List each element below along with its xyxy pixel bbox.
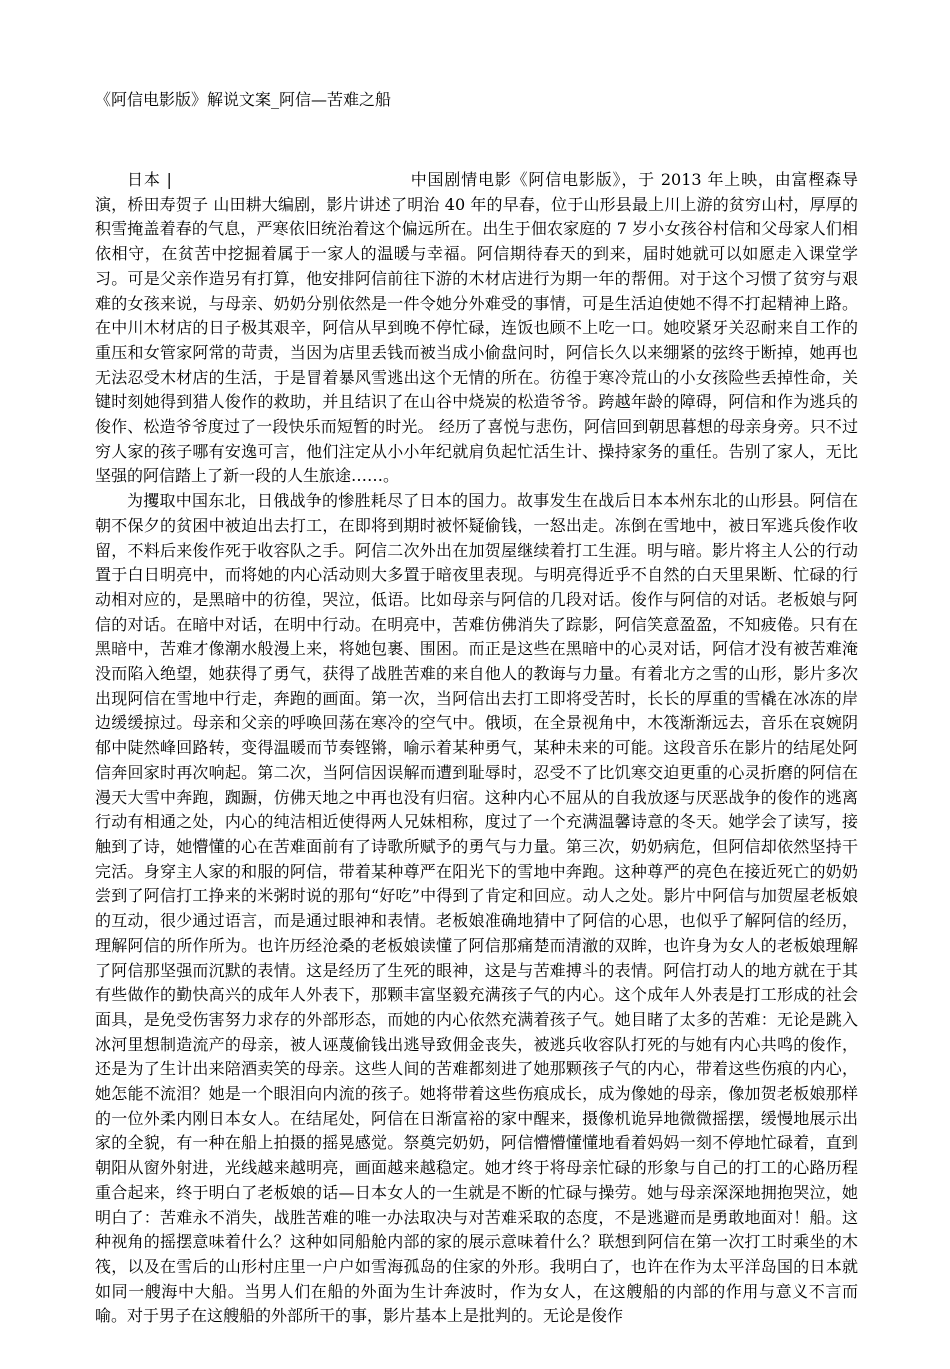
document-title: 《阿信电影版》解说文案_阿信—苦难之船 (95, 90, 392, 109)
paragraph-1 (95, 168, 858, 489)
paragraph-2 (95, 489, 858, 1329)
paragraph-2-text: 为攫取中国东北，日俄战争的惨胜耗尽了日本的国力。故事发生在战后日本本州东北的山形县。阿信在朝不保夕的贫困中被迫出去打工，在即将到期时被怀疑偷钱，一怒出走。冻倒在雪地中，被日军逃兵俊作收留，不料后来俊作死于收容队之手。阿信二次外出在加贺屋继续着打工生涯。明与暗。影片将主人公的行动置于白日明亮中，而将她的内心活动则大多置于暗夜里表现。与明亮得近乎不自然的白天里果断、忙碌的行动相对应的，是黑暗中的彷徨，哭泣，低语。比如母亲与阿信的几段对话。俊作与阿信的对话。老板娘与阿信的对话。在暗中对话，在明中行动。在明亮中，苦难仿佛消失了踪影，阿信笑意盈盈，不知疲倦。只有在黑暗中，苦难才像潮水般漫上来，将她包裹、围困。而正是这些在黑暗中的心灵对话，阿信才没有被苦难淹没而陷入绝望，她获得了勇气，获得了战胜苦难的来自他人的教诲与力量。有着北方之雪的山形，影片多次出现阿信在雪地中行走，奔跑的画面。第一次，当阿信出去打工即将受苦时，长长的厚重的雪橇在冰冻的岸边缓缓掠过。母亲和父亲的呼唤回荡在寒冷的空气中。俄顷，在全景视角中，木筏渐渐远去，音乐在哀婉阴郁中陡然峰回路转，变得温暖而节奏铿锵，喻示着某种勇气，某种未来的可能。这段音乐在影片的结尾处阿信奔回家时再次响起。第二次，当阿信因误解而遭到耻辱时，忍受不了比饥寒交迫更重的心灵折磨的阿信在漫天大雪中奔跑，踟蹰，仿佛天地之中再也没有归宿。这种内心不屈从的自我放逐与厌恶战争的俊作的逃离行动有相通之处，内心的纯洁相近使得两人兄妹相称，度过了一个充满温馨诗意的冬天。她学会了读写，接触到了诗，她懵懂的心在苦难面前有了诗歌所赋予的勇气与力量。第三次，奶奶病危，但阿信却依然坚持干完活。身穿主人家的和服的阿信，带着某种尊严在阳光下的雪地中奔跑。这种尊严的亮色在接近死亡的奶奶尝到了阿信打工挣来的米粥时说的那句“好吃”中得到了肯定和回应。动人之处。影片中阿信与加贺屋老板娘的互动，很少通过语言，而是通过眼神和表情。老板娘准确地猜中了阿信的心思，也似乎了解阿信的经历，理解阿信的所作所为。也许历经沧桑的老板娘读懂了阿信那痛楚而清澈的双眸，也许身为女人的老板娘理解了阿信那坚强而沉默的表情。这是经历了生死的眼神，这是与苦难搏斗的表情。阿信打动人的地方就在于其有些做作的勤快高兴的成年人外表下，那颗丰富坚毅充满孩子气的内心。这个成年人外表是打工形成的社会面具，是免受伤害努力求存的外部形态，而她的内心依然充满着孩子气。她目睹了太多的苦难：无论是跳入冰河里想制造流产的母亲，被人诬蔑偷钱出逃导致佣金丧失，被逃兵收容队打死的与她有内心共鸣的俊作，还是为了生计出来陪酒卖笑的母亲。这些人间的苦难都刻进了她那颗孩子气的内心，带着这些伤痕的内心，她怎能不流泪？她是一个眼泪向内流的孩子。她将带着这些伤痕成长，成为像她的母亲，像加贺老板娘那样的一位外柔内刚日本女人。在结尾处，阿信在日渐富裕的家中醒来，摄像机诡异地微微摇摆，缓慢地展示出家的全貌，有一种在船上拍摄的摇晃感觉。祭奠完奶奶，阿信懵懵懂懂地看着妈妈一刻不停地忙碌着，直到朝阳从窗外射进，光线越来越明亮，画面越来越稳定。她才终于将母亲忙碌的形象与自己的打工的心路历程重合起来，终于明白了老板娘的话—日本女人的一生就是不断的忙碌与操劳。她与母亲深深地拥抱哭泣，她明白了：苦难永不消失，战胜苦难的唯一办法取决与对苦难采取的态度，不是逃避而是勇敢地面对！船。这种视角的摇摆意味着什么？这种如同船舱内部的家的展示意味着什么？联想到阿信在第一次打工时乘坐的木筏，以及在雪后的山形村庄里一户户如雪海孤岛的住家的外形。我明白了，也许在作为太平洋岛国的日本就如同一艘海中大船。当男人们在船的外面为生计奔波时，作为女人，在这艘船的内部的作用与意义不言而喻。对于男子在这艘船的外部所干的事，影片基本上是批判的。无论是俊作 (95, 491, 858, 1326)
paragraph-1-text: 中国剧情电影《阿信电影版》，于 2013 年上映，由富樫森导演，桥田寿贺子 山田耕大编剧，影片讲述了明治 40 年的早春，位于山形县最上川上游的贫穷山村，厚厚的积雪掩盖着春的气息，严寒依旧统治着这个偏远所在。出生于佃农家庭的 7 岁小女孩谷村信和父母家人们相依相守，在贫苦中挖掘着属于一家人的温暖与幸福。阿信期待春天的到来，届时她就可以如愿走入课堂学习。可是父亲作造另有打算，他安排阿信前往下游的木材店进行为期一年的帮佣。对于这个习惯了贫穷与艰难的女孩来说，与母亲、奶奶分别依然是一件令她分外难受的事情，可是生活迫使她不得不打起精神上路。 在中川木材店的日子极其艰辛，阿信从早到晚不停忙碌，连饭也顾不上吃一口。她咬紧牙关忍耐来自工作的重压和女管家阿常的苛责，当因为店里丢钱而被当成小偷盘问时，阿信长久以来绷紧的弦终于断掉，她再也无法忍受木材店的生活，于是冒着暴风雪逃出这个无情的所在。彷徨于寒冷荒山的小女孩险些丢掉性命，关键时刻她得到猎人俊作的救助，并且结识了在山谷中烧炭的松造爷爷。跨越年龄的障碍，阿信和作为逃兵的俊作、松造爷爷度过了一段快乐而短暂的时光。 经历了喜悦与悲伤，阿信回到朝思暮想的母亲身旁。只不过穷人家的孩子哪有安逸可言，他们注定从小小年纪就肩负起忙活生计、操持家务的重任。告别了家人，无比坚强的阿信踏上了新一段的人生旅途……。 (95, 170, 858, 486)
label-gap (172, 184, 410, 185)
country-label: 日本 | (127, 170, 172, 189)
